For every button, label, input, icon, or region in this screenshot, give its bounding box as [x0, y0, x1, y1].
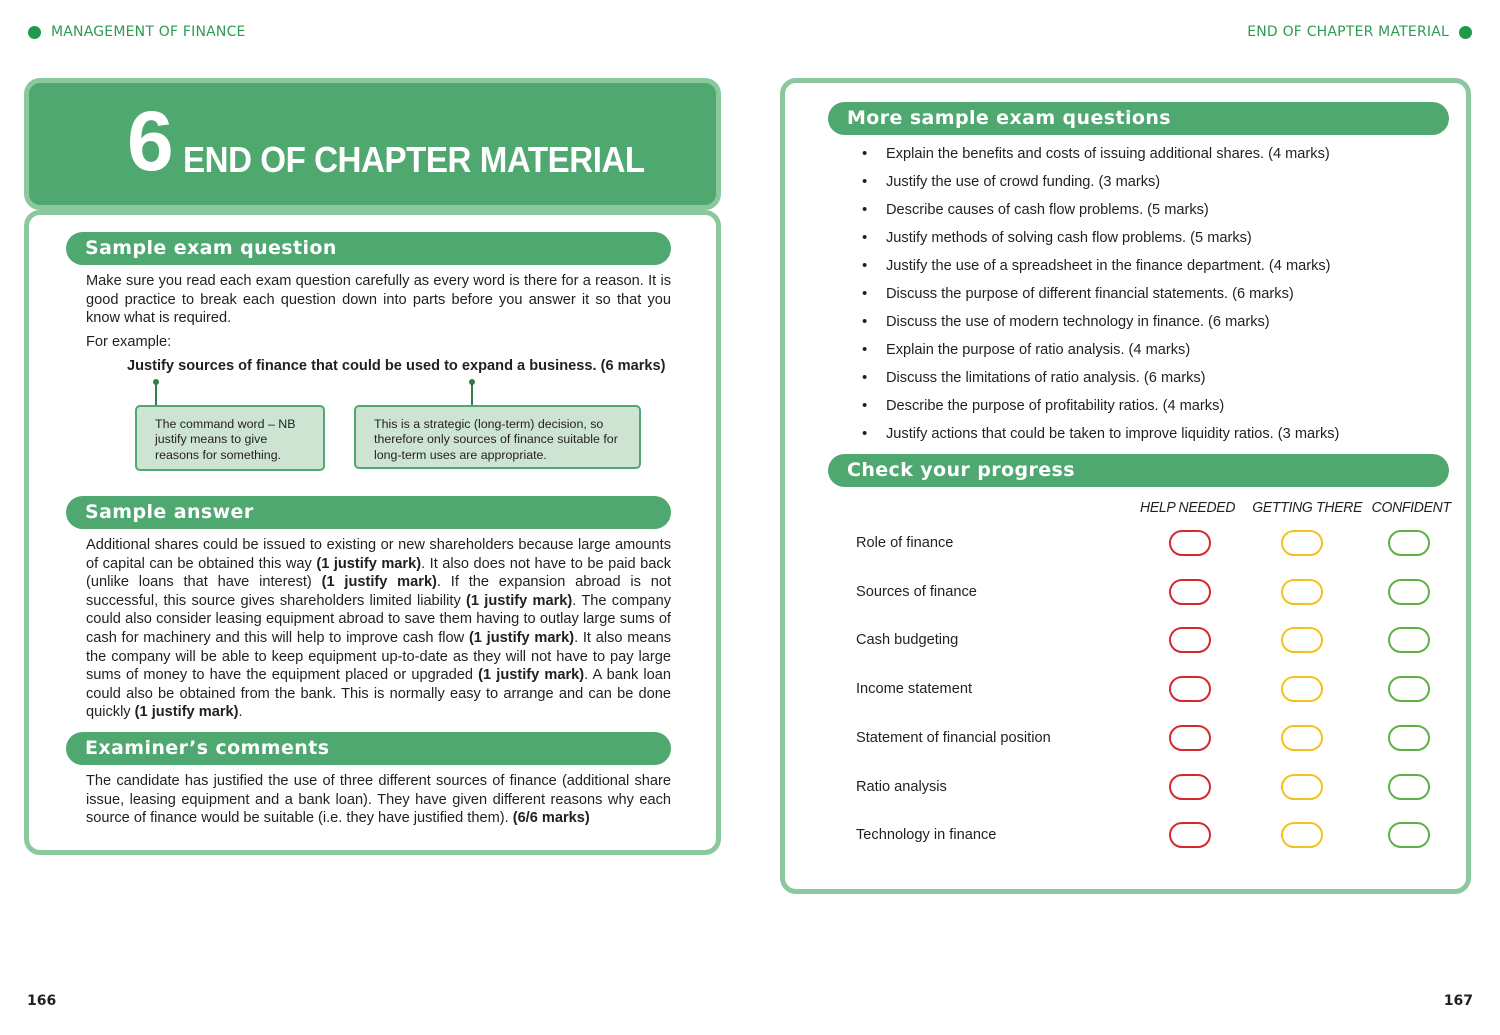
progress-pill-confident[interactable] [1388, 530, 1430, 556]
progress-pill-getting-there[interactable] [1281, 725, 1323, 751]
question-list-item: • Justify methods of solving cash flow problems. (5 marks) [862, 229, 1339, 257]
callout-command-word: The command word – NB justify means to give reasons for something. [135, 405, 325, 471]
progress-row-label: Ratio analysis [856, 778, 947, 795]
section-heading-check-progress: Check your progress [828, 454, 1449, 487]
running-head-right [1247, 24, 1472, 40]
progress-pill-help-needed[interactable] [1169, 725, 1211, 751]
connector-line [471, 383, 473, 405]
progress-row-label: Cash budgeting [856, 632, 959, 649]
connector-line [155, 383, 157, 405]
page-number-left: 166 [27, 993, 57, 1009]
question-list-item: • Describe the purpose of profitability ratios. (4 marks) [862, 397, 1339, 425]
progress-pill-getting-there[interactable] [1281, 627, 1323, 653]
progress-pill-confident[interactable] [1388, 579, 1430, 605]
column-head-help-needed: HELP NEEDED [1139, 500, 1236, 516]
column-head-getting-there: GETTING THERE [1252, 500, 1363, 516]
question-list-item: • Discuss the purpose of different financial statements. (6 marks) [862, 285, 1339, 313]
chapter-banner [24, 78, 721, 210]
question-list-item: • Discuss the use of modern technology in finance. (6 marks) [862, 313, 1339, 341]
running-head-left [28, 24, 246, 40]
callout-strategic-decision: This is a strategic (long-term) decision, so therefore only sources of finance suitable for long-term uses are appropriate. [354, 405, 641, 469]
progress-row-label: Technology in finance [856, 827, 997, 844]
example-question: Justify sources of finance that could be used to expand a business. (6 marks) [127, 358, 666, 374]
question-list-item: • Describe causes of cash flow problems. (5 marks) [862, 201, 1339, 229]
progress-row-label: Income statement [856, 681, 972, 698]
progress-pill-help-needed[interactable] [1169, 627, 1211, 653]
progress-pill-confident[interactable] [1388, 627, 1430, 653]
for-example-label: For example: [86, 334, 172, 350]
question-list-item: • Justify the use of crowd funding. (3 marks) [862, 173, 1339, 201]
progress-row-label: Role of finance [856, 535, 954, 551]
section-heading-sample-answer: Sample answer [66, 496, 671, 529]
progress-pill-confident[interactable] [1388, 725, 1430, 751]
progress-row-label: Sources of finance [856, 583, 977, 600]
running-head-left-text: MANAGEMENT OF FINANCE [51, 24, 246, 40]
progress-pill-help-needed[interactable] [1169, 530, 1211, 556]
sample-answer-paragraph: Additional shares could be issued to existing or new shareholders because large amounts of capital can be obtained this way (1 justify mark). It also does not have to be paid back (unlike loans that have interest) (1 justify mark). If the expansion abroad is not successful, this source gives shareholders limited liability (1 justify mark). The company could also consider leasing equipment abroad to save them having to outlay large sums of cash for machinery and this will help to improve cash flow (1 justify mark). It also means the company will be able to keep equipment up-to-date as they will not have to pay large sums of money to have the equipment placed or upgraded (1 justify mark). A bank loan could also be obtained from the bank. This is normally easy to arrange and can be done quickly (1 justify mark). [86, 537, 672, 721]
section-heading-sample-question: Sample exam question [66, 232, 671, 265]
progress-pill-help-needed[interactable] [1169, 579, 1211, 605]
question-list-item: • Discuss the limitations of ratio analysis. (6 marks) [862, 369, 1339, 397]
question-list-item: • Explain the purpose of ratio analysis. (4 marks) [862, 341, 1339, 369]
progress-pill-getting-there[interactable] [1281, 579, 1323, 605]
section-heading-examiner-comments: Examiner’s comments [66, 732, 671, 765]
progress-pill-getting-there[interactable] [1281, 676, 1323, 702]
intro-paragraph: Make sure you read each exam question carefully as every word is there for a reason. It is good practice to break each question down into parts before you answer it so that you know what is required. [86, 273, 671, 327]
question-list-item: • Justify the use of a spreadsheet in the finance department. (4 marks) [862, 257, 1339, 285]
chapter-title: END OF CHAPTER MATERIAL [183, 139, 645, 180]
progress-pill-confident[interactable] [1388, 774, 1430, 800]
question-list-item: • Justify actions that could be taken to improve liquidity ratios. (3 marks) [862, 425, 1339, 453]
bullet-dot-icon [1459, 26, 1472, 39]
question-list-item: • Explain the benefits and costs of issuing additional shares. (4 marks) [862, 145, 1339, 173]
bullet-dot-icon [28, 26, 41, 39]
progress-pill-confident[interactable] [1388, 822, 1430, 848]
progress-row-label: Statement of financial position [856, 729, 1051, 746]
progress-pill-help-needed[interactable] [1169, 822, 1211, 848]
progress-pill-help-needed[interactable] [1169, 676, 1211, 702]
running-head-right-text: END OF CHAPTER MATERIAL [1247, 24, 1449, 40]
progress-pill-confident[interactable] [1388, 676, 1430, 702]
section-heading-more-questions: More sample exam questions [828, 102, 1449, 135]
examiner-comments-paragraph: The candidate has justified the use of three different sources of finance (additional share issue, leasing equipment and a bank loan). They have given different reasons why each source of finance would be suitable (i.e. they have justified them). (6/6 marks) [86, 773, 671, 827]
question-list [862, 145, 1339, 453]
progress-pill-help-needed[interactable] [1169, 774, 1211, 800]
column-head-confident: CONFIDENT [1371, 500, 1451, 516]
progress-pill-getting-there[interactable] [1281, 822, 1323, 848]
progress-pill-getting-there[interactable] [1281, 774, 1323, 800]
page-number-right: 167 [1443, 993, 1473, 1009]
chapter-number: 6 [127, 94, 172, 188]
progress-pill-getting-there[interactable] [1281, 530, 1323, 556]
